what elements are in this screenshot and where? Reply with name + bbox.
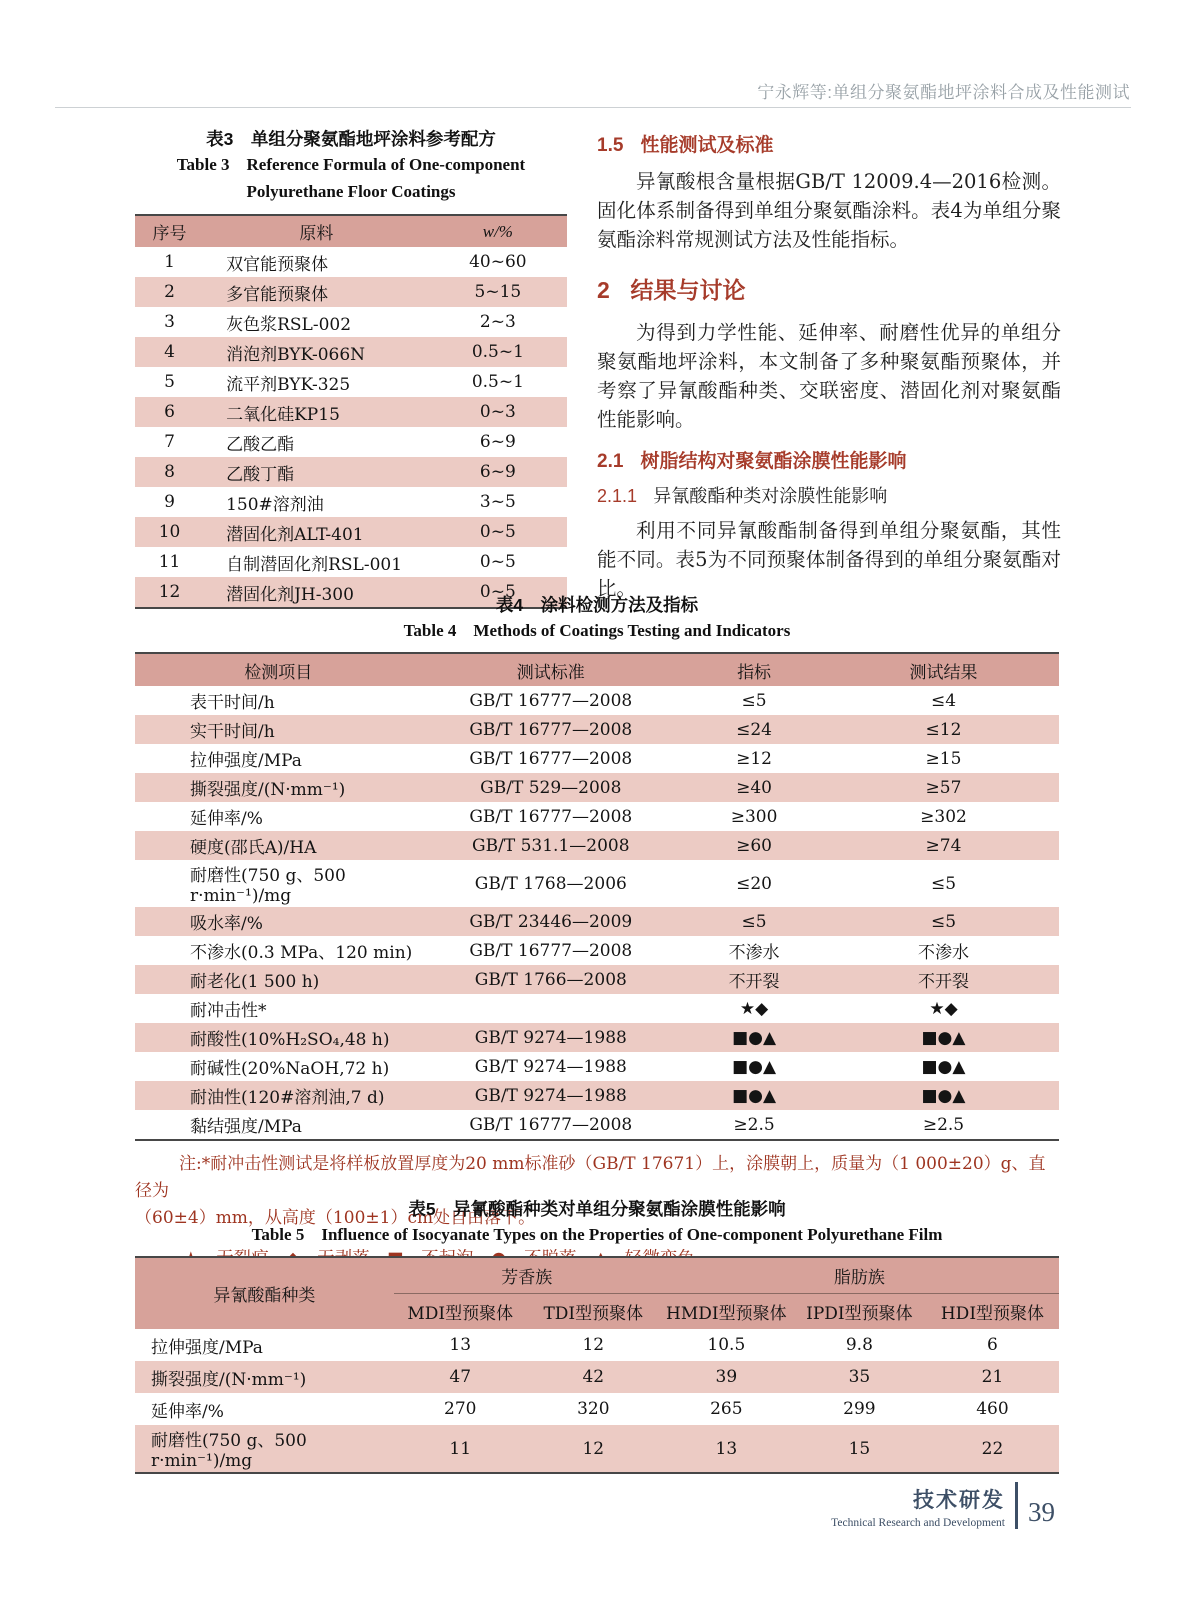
table-row: [135, 1110, 1059, 1140]
table-cell: 实干时间/h: [190, 722, 275, 742]
column-header: IPDI型预聚体: [793, 1294, 926, 1330]
column-header: 测试标准: [421, 653, 680, 686]
table-cell: ≥60: [736, 835, 773, 856]
footer-divider: [1015, 1482, 1018, 1529]
section-number: 2.1: [597, 451, 624, 472]
section-title: 性能测试及标准: [640, 135, 774, 156]
group-header-aliphatic: 脂肪族: [660, 1257, 1059, 1294]
table-cell: 12: [582, 1438, 605, 1459]
table4-caption-en: Table 4 Methods of Coatings Testing and Indicators: [403, 621, 791, 640]
table-row: [135, 1425, 1059, 1473]
table-cell: 42: [582, 1367, 605, 1387]
table-cell: 4: [164, 342, 175, 362]
table3: [135, 214, 567, 609]
table-row: [135, 1329, 1059, 1361]
table5-body: [135, 1329, 1059, 1473]
table-cell: 自制潜固化剂RSL-001: [226, 554, 403, 575]
table-cell: 不渗水: [728, 943, 780, 963]
footer-section-en: Technical Research and Development: [831, 1517, 1005, 1529]
table-row: [135, 427, 567, 457]
table-cell: 拉伸强度/MPa: [190, 751, 302, 771]
table3-head: [135, 215, 567, 247]
table-cell: 5: [164, 372, 175, 392]
table-cell: 拉伸强度/MPa: [151, 1337, 263, 1358]
table-cell: 不渗水: [917, 943, 969, 963]
table-cell: 150#溶剂油: [226, 494, 324, 515]
table-cell: 延伸率/%: [190, 809, 263, 829]
table-cell: ≥2.5: [733, 1114, 775, 1135]
note-line: （60±4）mm，从高度（100±1）cm处自由落下。: [135, 1208, 536, 1228]
right-column: [597, 128, 1061, 611]
table-cell: ≤5: [930, 873, 957, 894]
table-row: [135, 1393, 1059, 1425]
table-cell: ≤12: [925, 719, 962, 740]
table-cell: 表干时间/h: [190, 693, 275, 713]
table-cell: 40~60: [469, 252, 527, 272]
footer-section-zh: 技术研发: [913, 1489, 1005, 1512]
table-cell: 0~5: [479, 582, 516, 602]
section-title: 异氰酸酯种类对涂膜性能影响: [653, 486, 888, 507]
table-cell: 270: [444, 1399, 477, 1419]
table-cell: 不开裂: [917, 972, 969, 992]
table-cell: 双官能预聚体: [226, 254, 329, 275]
table3-caption-en-line1: Table 3 Reference Formula of One-component: [176, 155, 526, 174]
section-2-heading: [597, 272, 1061, 305]
left-column: [135, 126, 567, 609]
table-cell: ≥12: [736, 748, 773, 769]
table-cell: 1: [164, 252, 175, 272]
table-cell: ■●▲: [921, 1085, 966, 1106]
table-header-row: [135, 653, 1059, 686]
column-header: 测试结果: [828, 653, 1059, 686]
table5: [135, 1256, 1059, 1474]
table-cell: GB/T 1766—2008: [474, 969, 627, 990]
table-cell: 13: [449, 1335, 472, 1355]
table-cell: 乙酸乙酯: [226, 434, 295, 455]
table-row: [135, 1081, 1059, 1110]
table-cell: 耐酸性(10%H₂SO₄,48 h): [190, 1030, 390, 1050]
paragraph: 异氰酸根含量根据GB/T 12009.4—2016检测。固化体系制备得到单组分聚氨酯涂料。表4为单组分聚氨酯涂料常规测试方法及性能指标。: [597, 170, 1061, 251]
table-cell: 6~9: [479, 432, 516, 452]
table5-head: [135, 1257, 1059, 1329]
section-number: 1.5: [597, 135, 624, 156]
table-cell: 0~5: [479, 522, 516, 542]
group-header-aromatic: 芳香族: [394, 1257, 660, 1294]
column-header: 检测项目: [135, 653, 421, 686]
table-header-row: [135, 215, 567, 247]
table-cell: 47: [449, 1367, 472, 1387]
table-cell: 硬度(邵氏A)/HA: [190, 838, 317, 858]
table-row: [135, 277, 567, 307]
table-cell: 0~5: [479, 552, 516, 572]
table-cell: 耐老化(1 500 h): [190, 972, 320, 992]
table-cell: ≤20: [736, 873, 773, 894]
table-cell: ■●▲: [732, 1056, 777, 1077]
table-cell: 265: [710, 1399, 743, 1419]
table-cell: GB/T 16777—2008: [469, 940, 633, 961]
table-cell: 11: [449, 1438, 472, 1459]
table-cell: 11: [158, 552, 181, 572]
table-cell: 10: [158, 522, 181, 542]
table-row: [135, 965, 1059, 994]
table-cell: ≤4: [930, 690, 957, 711]
table-cell: 延伸率/%: [151, 1401, 224, 1422]
table-cell: 乙酸丁酯: [226, 464, 295, 485]
section-1-5-heading: [597, 130, 1061, 157]
column-header: 指标: [680, 653, 828, 686]
table-row: [135, 860, 1059, 907]
table-row: [135, 715, 1059, 744]
table-cell: 黏结强度/MPa: [190, 1117, 302, 1137]
table-cell: 耐冲击性*: [190, 1001, 267, 1021]
table-cell: 耐碱性(20%NaOH,72 h): [190, 1059, 390, 1079]
table-cell: GB/T 531.1—2008: [472, 835, 630, 856]
table-cell: 15: [848, 1438, 871, 1459]
section-title: 树脂结构对聚氨酯涂膜性能影响: [640, 451, 907, 472]
table-cell: ≥300: [730, 806, 778, 827]
paragraph: 利用不同异氰酸酯制备得到单组分聚氨酯，其性能不同。表5为不同预聚体制备得到的单组分聚氨酯对比。: [597, 519, 1061, 600]
table-cell: 2~3: [479, 312, 516, 332]
paragraph: 为得到力学性能、延伸率、耐磨性优异的单组分聚氨酯地坪涂料，本文制备了多种聚氨酯预聚体，并考察了异氰酸酯种类、交联密度、潜固化剂对聚氨酯性能影响。: [597, 321, 1061, 431]
table3-caption-en-line2: Polyurethane Floor Coatings: [246, 182, 456, 201]
footer-section-label: [831, 1484, 1005, 1529]
table-row: [135, 907, 1059, 936]
table-cell: 0~3: [479, 402, 516, 422]
table-row: [135, 457, 567, 487]
table-row: [135, 307, 567, 337]
table4-block: [135, 592, 1059, 1270]
table-cell: 9: [164, 492, 175, 512]
table-row: [135, 487, 567, 517]
table-cell: 3: [164, 312, 175, 332]
table-cell: GB/T 16777—2008: [469, 690, 633, 711]
table4-title-zh: 表4 涂料检测方法及指标: [495, 595, 699, 615]
section-number: 2.1.1: [597, 486, 638, 506]
table-cell: 多官能预聚体: [226, 284, 329, 305]
column-header: HDI型预聚体: [926, 1294, 1059, 1330]
table-cell: 22: [981, 1438, 1004, 1459]
table-cell: 299: [843, 1399, 876, 1419]
table-cell: GB/T 9274—1988: [474, 1085, 627, 1106]
table-row: [135, 831, 1059, 860]
table-cell: ■●▲: [732, 1085, 777, 1106]
table-header-row: [135, 1257, 1059, 1294]
table-cell: 21: [981, 1367, 1004, 1387]
table-cell: 耐磨性(750 g、500 r·min⁻¹)/mg: [151, 1431, 307, 1471]
table5-block: [135, 1196, 1059, 1474]
table-cell: 耐油性(120#溶剂油,7 d): [190, 1088, 385, 1108]
table-cell: ≥57: [925, 777, 962, 798]
table-cell: GB/T 529—2008: [480, 777, 622, 798]
table-cell: 吸水率/%: [190, 914, 263, 934]
table3-body: [135, 247, 567, 608]
table-cell: [421, 994, 680, 1023]
table-cell: 撕裂强度/(N·mm⁻¹): [190, 780, 346, 800]
running-head: 宁永辉等:单组分聚氨酯地坪涂料合成及性能测试: [757, 83, 1130, 102]
column-header: 序号: [135, 215, 204, 247]
table-cell: ■●▲: [732, 1027, 777, 1048]
table-row: [135, 547, 567, 577]
column-header: 异氰酸酯种类: [135, 1257, 394, 1329]
table-cell: 潜固化剂JH-300: [226, 584, 354, 605]
table-cell: ★◆: [739, 998, 769, 1019]
table-cell: GB/T 16777—2008: [469, 748, 633, 769]
table-row: [135, 1023, 1059, 1052]
section-2-1-heading: [597, 446, 1061, 473]
table-row: [135, 744, 1059, 773]
table-cell: 撕裂强度/(N·mm⁻¹): [151, 1369, 307, 1390]
table-cell: GB/T 1768—2006: [474, 873, 627, 894]
table-cell: 0.5~1: [471, 372, 524, 392]
table-cell: 12: [158, 582, 181, 602]
table-cell: ≥40: [736, 777, 773, 798]
table-cell: ★◆: [929, 998, 958, 1019]
table-cell: 耐磨性(750 g、500 r·min⁻¹)/mg: [190, 866, 346, 906]
table-row: [135, 1052, 1059, 1081]
table-cell: 460: [976, 1399, 1009, 1419]
table5-title-zh: 表5 异氰酸酯种类对单组分聚氨酯涂膜性能影响: [408, 1199, 786, 1219]
table-cell: 6: [164, 402, 175, 422]
table-cell: 7: [164, 432, 175, 452]
table-cell: 12: [582, 1335, 605, 1355]
column-header: 原料: [204, 215, 429, 247]
table-cell: 35: [848, 1367, 871, 1387]
table-cell: GB/T 16777—2008: [469, 719, 633, 740]
table-cell: GB/T 9274—1988: [474, 1056, 627, 1077]
table-cell: ≤24: [736, 719, 773, 740]
table-cell: 2: [164, 282, 175, 302]
table-cell: ≥74: [925, 835, 962, 856]
table-cell: GB/T 9274—1988: [474, 1027, 627, 1048]
table-cell: ≤5: [741, 911, 767, 932]
page-number: 39: [1028, 1497, 1055, 1527]
table-cell: ≥2.5: [922, 1114, 965, 1135]
table-cell: 9.8: [845, 1335, 873, 1355]
table-row: [135, 337, 567, 367]
table-cell: 消泡剂BYK-066N: [226, 344, 366, 365]
table-cell: 10.5: [707, 1335, 746, 1355]
table-cell: ■●▲: [921, 1056, 966, 1077]
header-rule: [55, 107, 1131, 108]
table-cell: 不开裂: [728, 972, 780, 992]
table5-caption-en: Table 5 Influence of Isocyanate Types on the Properties of One-component Polyurethane Film: [251, 1225, 943, 1244]
table-row: [135, 994, 1059, 1023]
table-row: [135, 517, 567, 547]
table4: [135, 652, 1059, 1141]
table-row: [135, 397, 567, 427]
table3-title-zh: 表3 单组分聚氨酯地坪涂料参考配方: [206, 129, 496, 149]
table-row: [135, 936, 1059, 965]
column-header: TDI型预聚体: [527, 1294, 660, 1330]
section-number: 2: [597, 277, 610, 303]
table-cell: ≤5: [930, 911, 957, 932]
column-header: HMDI型预聚体: [660, 1294, 793, 1330]
page-footer: [831, 1482, 1055, 1529]
table-cell: GB/T 16777—2008: [469, 1114, 633, 1135]
table4-body: [135, 686, 1059, 1140]
table-cell: 灰色浆RSL-002: [226, 314, 352, 335]
table-row: [135, 1361, 1059, 1393]
table-cell: 0.5~1: [471, 342, 524, 362]
table-row: [135, 773, 1059, 802]
column-header: MDI型预聚体: [394, 1294, 527, 1330]
table-cell: GB/T 23446—2009: [469, 911, 633, 932]
section-title: 结果与讨论: [630, 277, 746, 303]
table-cell: ≥302: [920, 806, 967, 827]
table-cell: 潜固化剂ALT-401: [226, 524, 364, 545]
table4-head: [135, 653, 1059, 686]
table-cell: ≥15: [925, 748, 962, 769]
table-cell: 流平剂BYK-325: [226, 374, 351, 395]
table-cell: 320: [577, 1399, 610, 1419]
table-row: [135, 247, 567, 277]
table-cell: 5~15: [474, 282, 522, 302]
table-row: [135, 686, 1059, 715]
note-line: 注:*耐冲击性测试是将样板放置厚度为20 mm标准砂（GB/T 17671）上，涂膜朝上，质量为（1 000±20）g、直径为: [135, 1154, 1046, 1201]
table-cell: 39: [715, 1367, 738, 1387]
table-row: [135, 367, 567, 397]
table-cell: 不渗水(0.3 MPa、120 min): [190, 943, 413, 963]
column-header: w/%: [429, 215, 567, 247]
table-cell: 13: [715, 1438, 738, 1459]
table-cell: GB/T 16777—2008: [469, 806, 633, 827]
table-cell: ≤5: [741, 690, 767, 711]
table-cell: 6: [987, 1335, 998, 1355]
table-cell: 二氧化硅KP15: [226, 404, 340, 425]
table-cell: ■●▲: [921, 1027, 966, 1048]
table-cell: 6~9: [479, 462, 516, 482]
table-cell: 3~5: [479, 492, 516, 512]
section-2-1-1-heading: [597, 482, 1061, 508]
table-row: [135, 802, 1059, 831]
table-cell: 8: [164, 462, 175, 482]
